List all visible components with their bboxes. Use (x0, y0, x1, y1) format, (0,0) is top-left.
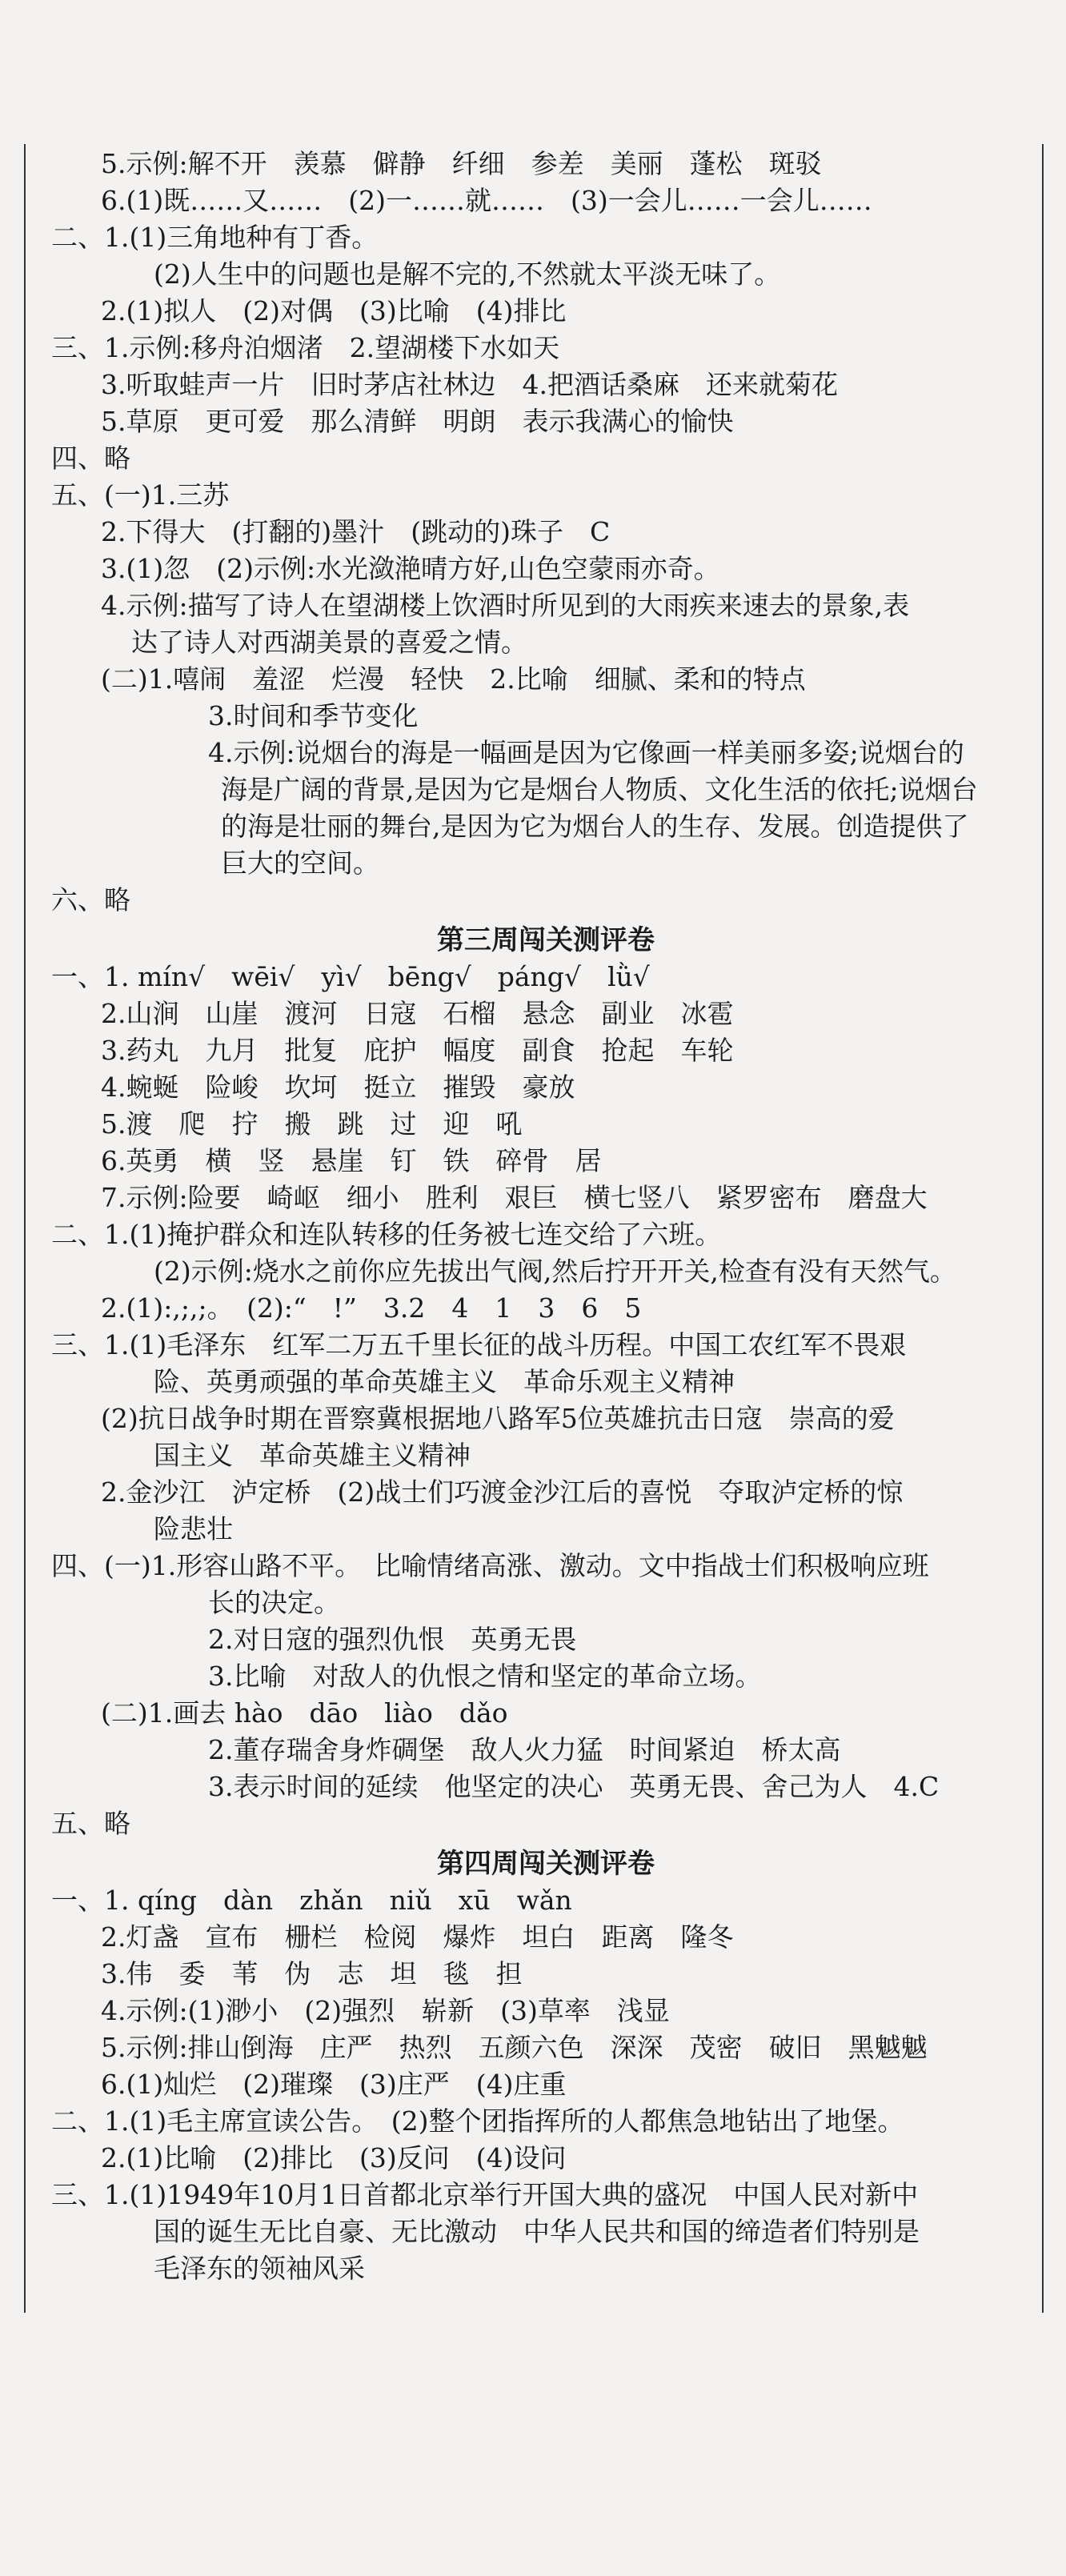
answer-line: 2.(1)比喻 (2)排比 (3)反问 (4)设问 (101, 2142, 567, 2173)
answer-line: 险悲壮 (154, 1513, 233, 1544)
answer-line: 五、略 (51, 1808, 130, 1839)
answer-line: 险、英勇顽强的革命英雄主义 革命乐观主义精神 (154, 1366, 735, 1397)
section-title-week4: 第四周闯关测评卷 (437, 1848, 655, 1880)
answer-line: (2)人生中的问题也是解不完的,不然就太平淡无味了。 (154, 258, 781, 290)
section-title-week3: 第三周闯关测评卷 (437, 924, 655, 956)
answer-line: 一、1. mín√ wēi√ yì√ bēng√ páng√ lǜ√ (51, 961, 650, 992)
answer-line: 2.下得大 (打翻的)墨汁 (跳动的)珠子 C (101, 516, 611, 547)
answer-line: 2.董存瑞舍身炸碉堡 敌人火力猛 时间紧迫 桥太高 (208, 1734, 841, 1765)
answer-line: 三、1.(1)毛泽东 红军二万五千里长征的战斗历程。中国工农红军不畏艰 (51, 1329, 907, 1360)
answer-line: 六、略 (51, 884, 130, 915)
answer-line: 5.草原 更可爱 那么清鲜 明朗 表示我满心的愉快 (101, 406, 734, 437)
answer-line: 3.表示时间的延续 他坚定的决心 英勇无畏、舍己为人 4.C (208, 1771, 940, 1802)
answer-line: 二、1.(1)三角地种有丁香。 (51, 222, 379, 253)
answer-line: 3.听取蛙声一片 旧时茅店社林边 4.把酒话桑麻 还来就菊花 (101, 369, 838, 400)
answer-line: 3.伟 委 苇 伪 志 坦 毯 担 (101, 1958, 523, 1989)
answer-line: 4.示例:说烟台的海是一幅画是因为它像画一样美丽多姿;说烟台的 (208, 737, 964, 768)
answer-line: 2.金沙江 泸定桥 (2)战士们巧渡金沙江后的喜悦 夺取泸定桥的惊 (101, 1476, 904, 1508)
answer-line: 3.(1)忽 (2)示例:水光潋滟晴方好,山色空蒙雨亦奇。 (101, 553, 720, 584)
answer-line: 3.时间和季节变化 (208, 700, 419, 731)
answer-line: 2.山涧 山崖 渡河 日寇 石榴 悬念 副业 冰雹 (101, 998, 734, 1029)
answer-line: 2.(1):,;,;。 (2):“ !” 3.2 4 1 3 6 5 (101, 1292, 642, 1324)
answer-line: 海是广阔的背景,是因为它是烟台人物质、文化生活的依托;说烟台 (221, 774, 978, 805)
answer-line: 三、1.示例:移舟泊烟渚 2.望湖楼下水如天 (51, 332, 560, 363)
answer-line: 3.药丸 九月 批复 庇护 幅度 副食 抢起 车轮 (101, 1035, 734, 1066)
answer-line: 的海是壮丽的舞台,是因为它为烟台人的生存、发展。创造提供了 (221, 811, 969, 842)
answer-line: 5.示例:排山倒海 庄严 热烈 五颜六色 深深 茂密 破旧 黑魆魆 (101, 2032, 928, 2063)
answer-line: 6.英勇 横 竖 悬崖 钉 铁 碎骨 居 (101, 1145, 602, 1176)
answer-line: 二、1.(1)掩护群众和连队转移的任务被七连交给了六班。 (51, 1219, 722, 1250)
answer-line: (2)示例:烧水之前你应先拔出气阀,然后拧开开关,检查有没有天然气。 (154, 1256, 956, 1287)
answer-line: (二)1.嘻闹 羞涩 烂漫 轻快 2.比喻 细腻、柔和的特点 (101, 663, 806, 695)
answer-line: 5.示例:解不开 羡慕 僻静 纤细 参差 美丽 蓬松 斑驳 (101, 148, 822, 179)
answer-line: (2)抗日战争时期在晋察冀根据地八路军5位英雄抗击日寇 崇高的爱 (101, 1403, 895, 1434)
right-margin-rule (1042, 144, 1044, 2313)
answer-line: 达了诗人对西湖美景的喜爱之情。 (131, 627, 527, 658)
answer-content (51, 146, 1040, 2287)
answer-line: 四、(一)1.形容山路不平。 比喻情绪高涨、激动。文中指战士们积极响应班 (51, 1550, 929, 1581)
answer-line: 5.渡 爬 拧 搬 跳 过 迎 吼 (101, 1108, 523, 1140)
answer-line: 长的决定。 (208, 1587, 340, 1618)
answer-line: 6.(1)既……又…… (2)一……就…… (3)一会儿……一会儿…… (101, 185, 872, 216)
answer-line: 2.(1)拟人 (2)对偶 (3)比喻 (4)排比 (101, 295, 567, 327)
answer-line: 2.灯盏 宣布 栅栏 检阅 爆炸 坦白 距离 隆冬 (101, 1921, 734, 1953)
answer-line: 国的诞生无比自豪、无比激动 中华人民共和国的缔造者们特别是 (154, 2216, 920, 2247)
answer-line: 6.(1)灿烂 (2)璀璨 (3)庄严 (4)庄重 (101, 2069, 567, 2100)
answer-line: 2.对日寇的强烈仇恨 英勇无畏 (208, 1624, 577, 1655)
answer-line: 3.比喻 对敌人的仇恨之情和坚定的革命立场。 (208, 1661, 762, 1692)
answer-line: 三、1.(1)1949年10月1日首都北京举行开国大典的盛况 中国人民对新中 (51, 2179, 919, 2210)
answer-line: 二、1.(1)毛主席宣读公告。 (2)整个团指挥所的人都焦急地钻出了地堡。 (51, 2105, 904, 2137)
answer-line: 四、略 (51, 443, 130, 474)
left-margin-rule (24, 144, 26, 2313)
answer-line: 7.示例:险要 崎岖 细小 胜利 艰巨 横七竖八 紧罗密布 磨盘大 (101, 1182, 928, 1213)
answer-line: 4.示例:描写了诗人在望湖楼上饮酒时所见到的大雨疾来速去的景象,表 (101, 590, 910, 621)
answer-line: 五、(一)1.三苏 (51, 479, 230, 511)
answer-line: 国主义 革命英雄主义精神 (154, 1440, 471, 1471)
answer-line: 一、1. qíng dàn zhǎn niǔ xū wǎn (51, 1885, 572, 1916)
answer-line: 巨大的空间。 (221, 847, 379, 879)
answer-line: 毛泽东的领袖风采 (154, 2253, 365, 2284)
answer-line: 4.示例:(1)渺小 (2)强烈 崭新 (3)草率 浅显 (101, 1995, 670, 2026)
answer-line: 4.蜿蜒 险峻 坎坷 挺立 摧毁 豪放 (101, 1072, 575, 1103)
answer-line: (二)1.画去 hào dāo liào dǎo (101, 1697, 508, 1729)
